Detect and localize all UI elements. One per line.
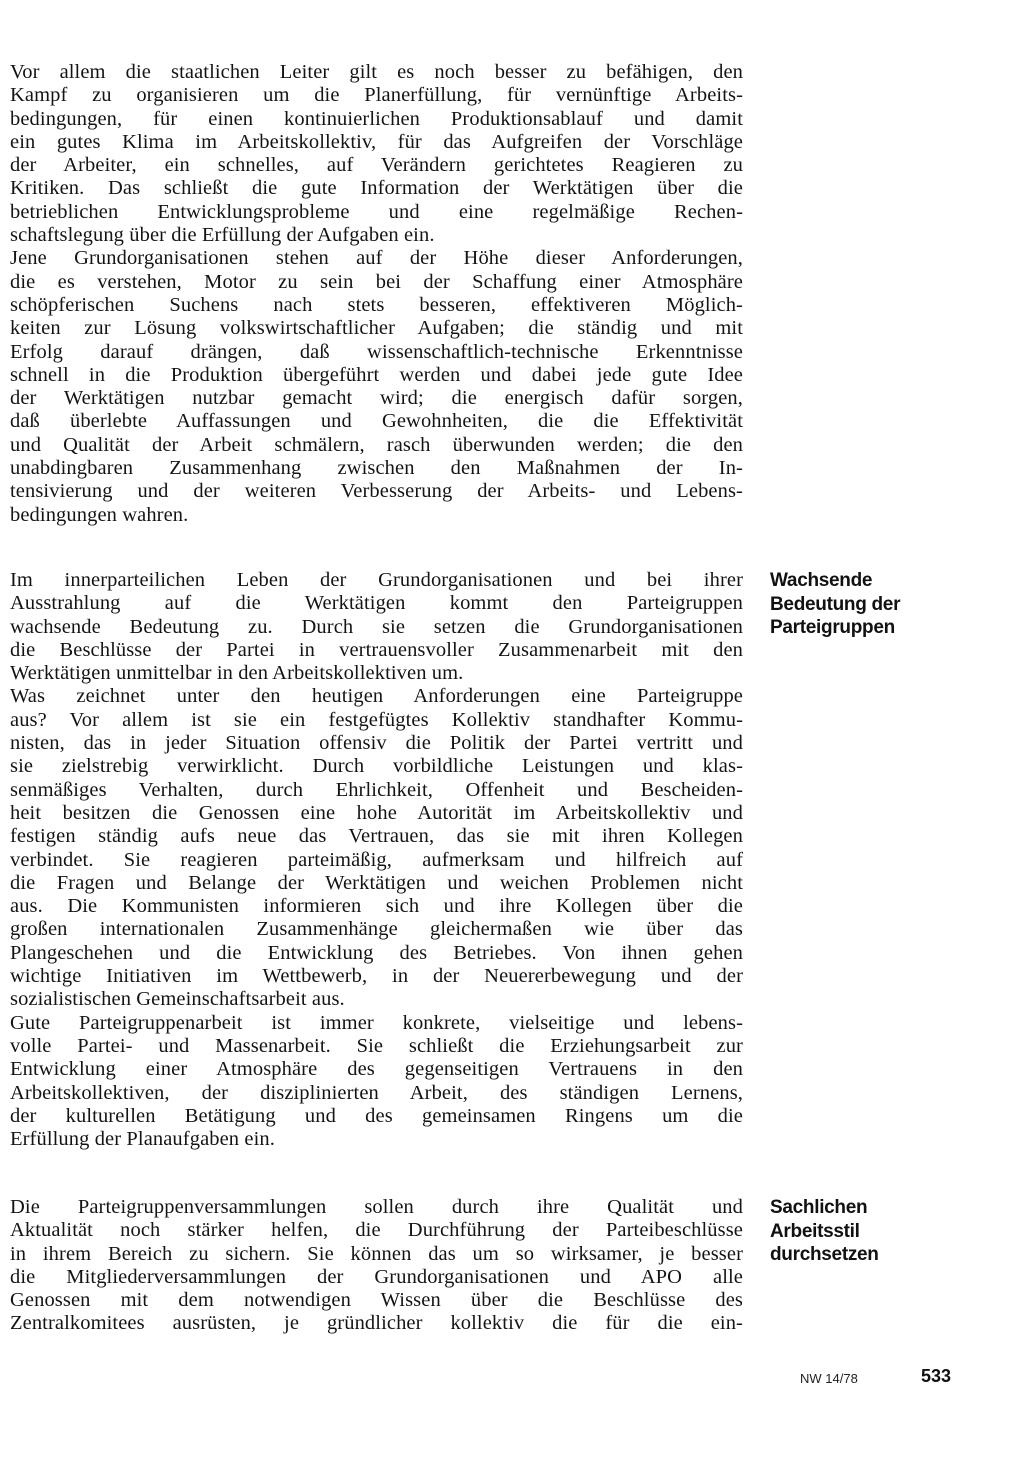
text-line: Was zeichnet unter den heutigen Anforderungen eine Parteigruppe <box>10 685 743 708</box>
text-line: die es verstehen, Motor zu sein bei der Schaffung einer Atmosphäre <box>10 270 743 293</box>
text-line: verbindet. Sie reagieren parteimäßig, aufmerksam und hilfreich auf <box>10 848 743 871</box>
paragraph <box>10 61 743 247</box>
text-line: Vor allem die staatlichen Leiter gilt es noch besser zu befähigen, den <box>10 61 743 83</box>
text-line: schnell in die Produktion übergeführt werden und dabei jede gute Idee <box>10 363 743 386</box>
text-line: Die Parteigruppenversammlungen sollen durch ihre Qualität und <box>10 1196 743 1218</box>
text-line: die Mitgliederversammlungen der Grundorganisationen und APO alle <box>10 1265 743 1288</box>
text-line: bedingungen wahren. <box>10 503 189 526</box>
margin-note-line: Arbeitsstil <box>770 1220 860 1242</box>
text-line: keiten zur Lösung volkswirtschaftlicher Aufgaben; die ständig und mit <box>10 317 743 340</box>
paragraph <box>10 685 743 1011</box>
text-line: aus? Vor allem ist sie ein festgefügtes Kollektiv standhafter Kommu- <box>10 708 743 731</box>
text-line: Erfolg darauf drängen, daß wissenschaftlich-technische Erkenntnisse <box>10 340 743 363</box>
text-line: Plangeschehen und die Entwicklung des Betriebes. Von ihnen gehen <box>10 941 743 964</box>
text-line: tensivierung und der weiteren Verbesserung der Arbeits- und Lebens- <box>10 480 743 503</box>
text-line: schöpferischen Suchens nach stets besseren, effektiveren Möglich- <box>10 293 743 316</box>
text-line: der Werktätigen nutzbar gemacht wird; die energisch dafür sorgen, <box>10 387 743 410</box>
text-line: betrieblichen Entwicklungsprobleme und eine regelmäßige Rechen- <box>10 200 743 223</box>
margin-note-line: durchsetzen <box>770 1244 879 1265</box>
text-line: sie zielstrebig verwirklicht. Durch vorbildliche Leistungen und klas- <box>10 755 743 778</box>
paragraph <box>10 1012 743 1152</box>
text-line: unabdingbaren Zusammenhang zwischen den Maßnahmen der In- <box>10 457 743 480</box>
text-line: Erfüllung der Planaufgaben ein. <box>10 1128 275 1151</box>
margin-note-line: Bedeutung der <box>770 593 901 615</box>
text-line: wichtige Initiativen im Wettbewerb, in der Neuererbewegung und der <box>10 965 743 988</box>
text-line: Im innerparteilichen Leben der Grundorganisationen und bei ihrer <box>10 569 743 591</box>
text-line: und Qualität der Arbeit schmälern, rasch überwunden werden; die den <box>10 433 743 456</box>
text-line: schaftslegung über die Erfüllung der Aufgaben ein. <box>10 224 435 247</box>
margin-note-parteigruppen <box>770 569 970 640</box>
margin-note-line: Parteigruppen <box>770 617 895 638</box>
text-line: der kulturellen Betätigung und des gemeinsamen Ringens um die <box>10 1104 743 1127</box>
text-line: senmäßiges Verhalten, durch Ehrlichkeit, Offenheit und Bescheiden- <box>10 778 743 801</box>
text-line: in ihrem Bereich zu sichern. Sie können das um so wirksamer, je besser <box>10 1242 743 1265</box>
text-line: der Arbeiter, ein schnelles, auf Verändern gerichtetes Reagieren zu <box>10 154 743 177</box>
text-line: nisten, das in jeder Situation offensiv die Politik der Partei vertritt und <box>10 732 743 755</box>
text-line: volle Partei- und Massenarbeit. Sie schließt die Erziehungsarbeit zur <box>10 1034 743 1057</box>
margin-note-arbeitsstil <box>770 1196 970 1267</box>
paragraph <box>10 247 743 527</box>
text-line: Genossen mit dem notwendigen Wissen über die Beschlüsse des <box>10 1289 743 1312</box>
margin-note-line: Wachsende <box>770 570 873 591</box>
text-line: Kritiken. Das schließt die gute Information der Werktätigen über die <box>10 177 743 200</box>
text-line: Kampf zu organisieren um die Planerfüllung, für vernünftige Arbeits- <box>10 84 743 107</box>
text-line: die Fragen und Belange der Werktätigen und weichen Problemen nicht <box>10 871 743 894</box>
text-line: Jene Grundorganisationen stehen auf der Höhe dieser Anforderungen, <box>10 247 743 270</box>
footer-issue-code: NW 14/78 <box>800 1371 858 1386</box>
text-line: aus. Die Kommunisten informieren sich und ihre Kollegen über die <box>10 895 743 918</box>
text-line: daß überlebte Auffassungen und Gewohnheiten, die die Effektivität <box>10 410 743 433</box>
margin-note-line: Sachlichen <box>770 1197 868 1218</box>
text-line: heit besitzen die Genossen eine hohe Autorität im Arbeitskollektiv und <box>10 801 743 824</box>
paragraph <box>10 569 743 685</box>
text-line: Arbeitskollektiven, der disziplinierten Arbeit, des ständigen Lernens, <box>10 1081 743 1104</box>
text-line: Zentralkomitees ausrüsten, je gründlicher kollektiv die für die ein- <box>10 1312 743 1335</box>
text-line: wachsende Bedeutung zu. Durch sie setzen die Grundorganisationen <box>10 615 743 638</box>
text-line: Entwicklung einer Atmosphäre des gegenseitigen Vertrauens in den <box>10 1058 743 1081</box>
text-block-3 <box>10 1196 743 1336</box>
text-block-2 <box>10 569 743 1151</box>
paragraph <box>10 1196 743 1336</box>
text-line: Aktualität noch stärker helfen, die Durchführung der Parteibeschlüsse <box>10 1219 743 1242</box>
text-line: Ausstrahlung auf die Werktätigen kommt den Parteigruppen <box>10 592 743 615</box>
text-block-1 <box>10 61 743 527</box>
text-line: sozialistischen Gemeinschaftsarbeit aus. <box>10 988 345 1011</box>
text-line: festigen ständig aufs neue das Vertrauen, das sie mit ihren Kollegen <box>10 825 743 848</box>
page-number: 533 <box>921 1366 952 1386</box>
text-line: großen internationalen Zusammenhänge gleichermaßen wie über das <box>10 918 743 941</box>
text-line: bedingungen, für einen kontinuierlichen Produktionsablauf und damit <box>10 107 743 130</box>
text-line: Werktätigen unmittelbar in den Arbeitskollektiven um. <box>10 662 464 685</box>
text-line: Gute Parteigruppenarbeit ist immer konkrete, vielseitige und lebens- <box>10 1011 743 1034</box>
text-line: die Beschlüsse der Partei in vertrauensvoller Zusammenarbeit mit den <box>10 638 743 661</box>
text-line: ein gutes Klima im Arbeitskollektiv, für das Aufgreifen der Vorschläge <box>10 130 743 153</box>
